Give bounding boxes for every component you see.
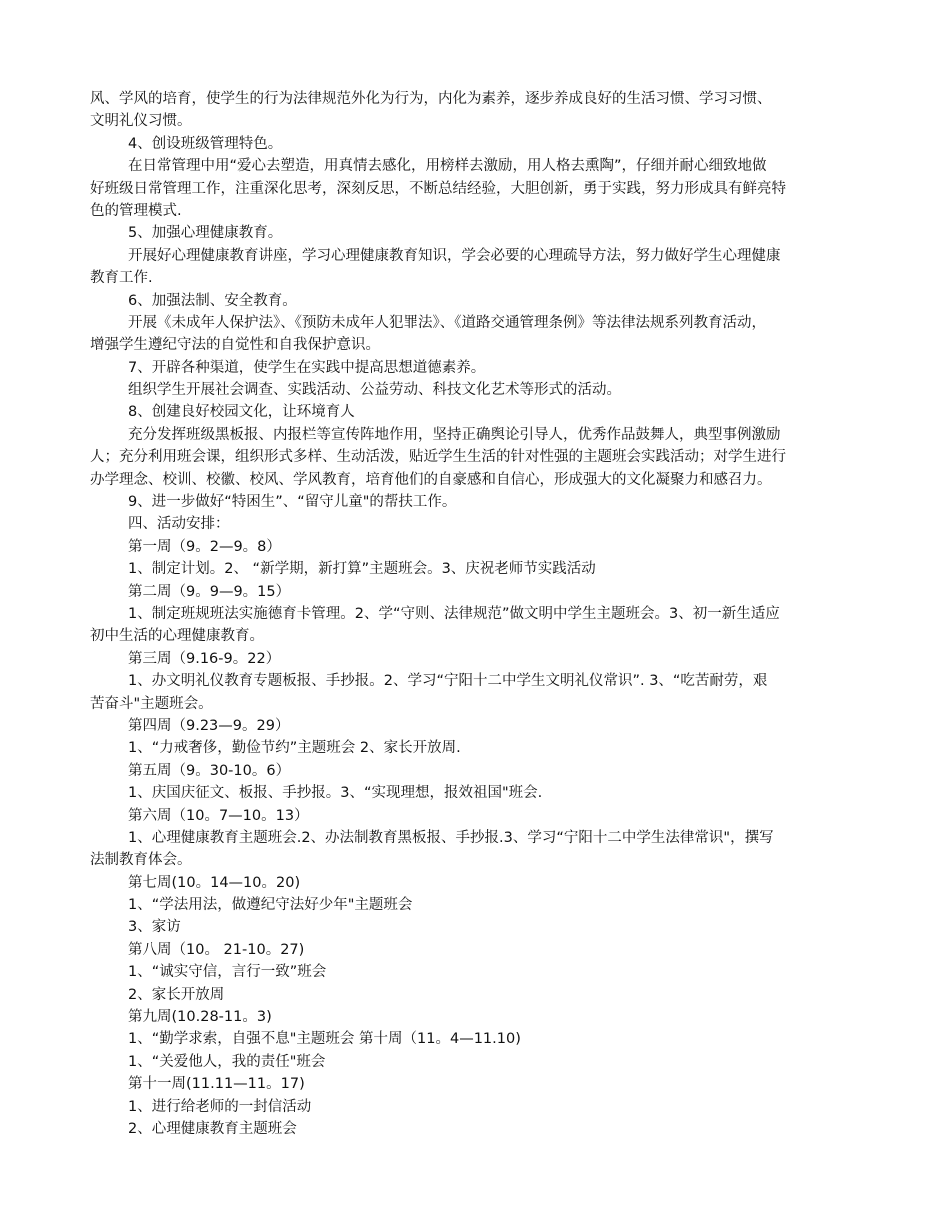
text-line: 色的管理模式. <box>90 202 182 219</box>
text-line: 初中生活的心理健康教育。 <box>90 628 264 645</box>
text-line: 四、活动安排： <box>128 516 230 533</box>
text-line: 开展好心理健康教育讲座，学习心理健康教育知识，学会必要的心理疏导方法，努力做好学生心理健康 <box>128 247 781 264</box>
text-line: 法制教育体会。 <box>90 852 192 869</box>
text-line: 人；充分利用班会课，组织形式多样、生动活泼，贴近学生生活的针对性强的主题班会实践活动；对学生进行 <box>90 449 786 466</box>
text-line: 风、学风的培育，使学生的行为法律规范外化为行为，内化为素养，逐步养成良好的生活习惯、学习习惯、 <box>90 91 772 107</box>
text-line: 好班级日常管理工作，注重深化思考，深刻反思，不断总结经验，大胆创新，勇于实践，努力形成具有鲜亮特 <box>90 180 786 197</box>
text-line: 第三周（9.16-9。22） <box>128 650 281 667</box>
text-line: 2、心理健康教育主题班会 <box>128 1120 297 1137</box>
text-line: 办学理念、校训、校徽、校风、学风教育，培育他们的自豪感和自信心，形成强大的文化凝聚力和感召力。 <box>90 471 772 488</box>
text-line: 教育工作. <box>90 270 153 287</box>
text-line: 1、“学法用法，做遵纪守法好少年"主题班会 <box>128 897 413 914</box>
text-line: 4、创设班级管理特色。 <box>128 135 283 152</box>
text-line: 第四周（9.23—9。29） <box>128 717 290 734</box>
text-line: 充分发挥班级黑板报、内报栏等宣传阵地作用，坚持正确舆论引导人，优秀作品鼓舞人，典型事例激励 <box>128 426 781 443</box>
text-line: 文明礼仪习惯。 <box>90 113 192 130</box>
text-line: 1、庆国庆征文、板报、手抄报。3、“实现理想，报效祖国"班会. <box>128 785 543 802</box>
text-line: 1、进行给老师的一封信活动 <box>128 1098 312 1115</box>
text-line: 2、家长开放周 <box>128 986 225 1003</box>
text-line: 第一周（9。2—9。8） <box>128 538 281 555</box>
text-line: 第五周（9。30-10。6） <box>128 762 291 779</box>
text-line: 6、加强法制、安全教育。 <box>128 292 297 309</box>
text-line: 9、进一步做好“特困生”、“留守儿童"的帮扶工作。 <box>128 494 457 511</box>
text-line: 1、制定班规班法实施德育卡管理。2、学“守则、法律规范”做文明中学生主题班会。3、初一新生适应 <box>128 605 780 622</box>
text-line: 第九周(10.28-11。3) <box>128 1009 272 1026</box>
text-line: 开展《未成年人保护法》、《预防未成年人犯罪法》、《道路交通管理条例》等法律法规系列教育活动， <box>128 314 766 331</box>
text-line: 7、开辟各种渠道，使学生在实践中提高思想道德素养。 <box>128 359 486 376</box>
text-line: 组织学生开展社会调查、实践活动、公益劳动、科技文化艺术等形式的活动。 <box>128 382 621 399</box>
text-line: 1、“勤学求索，自强不息"主题班会 第十周（11。4—11.10) <box>128 1031 521 1048</box>
text-line: 1、办文明礼仪教育专题板报、手抄报。2、学习“宁阳十二中学生文明礼仪常识”. 3、“吃苦耐劳，艰 <box>128 673 768 690</box>
text-line: 在日常管理中用“爱心去塑造，用真情去感化，用榜样去激励，用人格去熏陶”，仔细并耐心细致地做 <box>128 158 767 175</box>
text-line: 1、“诚实守信，言行一致”班会 <box>128 964 327 981</box>
text-line: 8、创建良好校园文化，让环境育人 <box>128 404 355 421</box>
text-line: 第六周（10。7—10。13） <box>128 807 309 824</box>
document-body <box>90 88 880 1140</box>
text-line: 1、“力戒奢侈，勤俭节约”主题班会 2、家长开放周. <box>128 740 461 757</box>
text-line: 第七周(10。14—10。20) <box>128 874 301 891</box>
text-line: 5、加强心理健康教育。 <box>128 225 283 242</box>
text-line: 增强学生遵纪守法的自觉性和自我保护意识。 <box>90 337 380 354</box>
text-line: 第八周（10。 21-10。27) <box>128 941 305 958</box>
text-line: 1、心理健康教育主题班会.2、办法制教育黑板报、手抄报.3、学习“宁阳十二中学生法律常识"，撰写 <box>128 829 774 846</box>
text-line: 第十一周(11.11—11。17) <box>128 1076 305 1093</box>
text-line: 苦奋斗"主题班会。 <box>90 695 213 712</box>
text-line: 3、家访 <box>128 919 181 936</box>
text-line: 1、制定计划。2、 “新学期，新打算”主题班会。3、庆祝老师节实践活动 <box>128 561 596 578</box>
text-line: 1、“关爱他人，我的责任"班会 <box>128 1053 326 1070</box>
text-line: 第二周（9。9—9。15） <box>128 583 291 600</box>
